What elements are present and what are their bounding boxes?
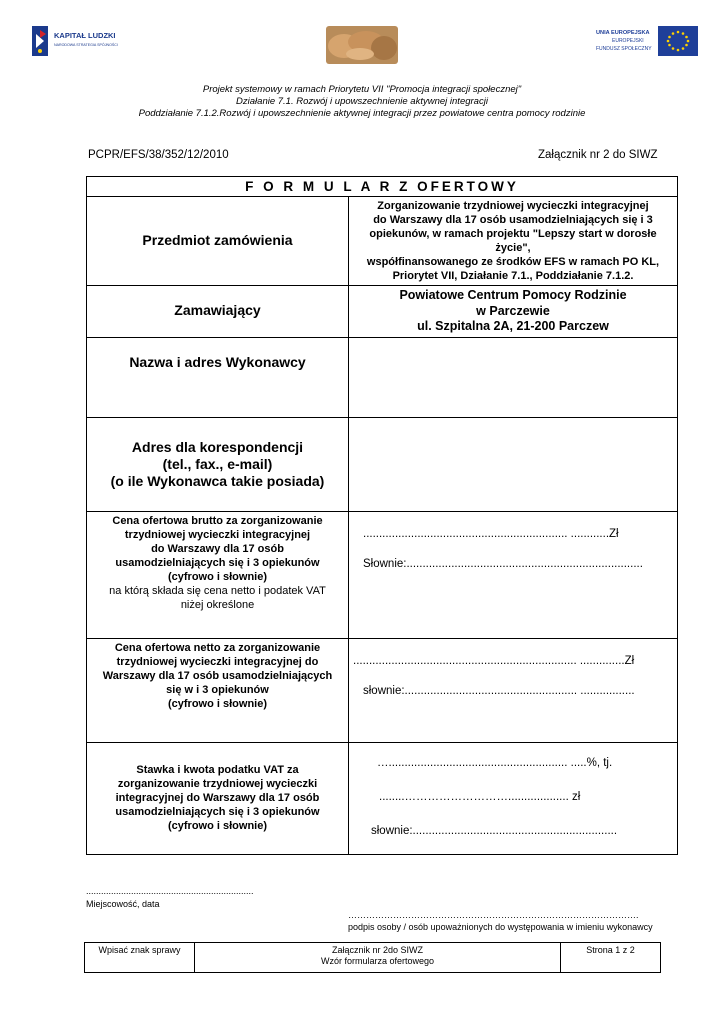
svg-text:UNIA EUROPEJSKA: UNIA EUROPEJSKA [596, 30, 650, 36]
project-line: Projekt systemowy w ramach Priorytetu VII "Promocja integracji społecznej" [202, 84, 522, 95]
gross-note-line: niżej określone [180, 598, 255, 611]
vat-label-line: (cyfrowo i słownie) [167, 820, 267, 832]
gross-label-line: do Warszawy dla 17 osób [151, 542, 284, 555]
subject-value [349, 197, 678, 286]
net-price-cell [349, 638, 678, 742]
vat-cell [349, 742, 678, 854]
subject-line: współfinansowanego ze środków EFS w ramach PO KL, [366, 256, 660, 268]
gross-price-label-cell [87, 511, 349, 638]
kapital-ludzki-logo [30, 24, 130, 58]
gross-label-line: (cyfrowo i słownie) [167, 570, 267, 583]
place-date-caption: Miejscowość, data [86, 899, 160, 909]
vat-label-line: zorganizowanie trzydniowej wycieczki [117, 778, 318, 790]
orderer-line: ul. Szpitalna 2A, 21-200 Parczew [417, 319, 609, 333]
subject-label: Przedmiot zamówienia [142, 232, 293, 248]
gross-words-field[interactable]: Słownie:.......................................................................... [363, 557, 643, 570]
gross-label-line: trzydniowej wycieczki integracyjnej [124, 528, 311, 541]
gross-amount-field[interactable]: ................................................................ ............Zł [363, 527, 619, 540]
case-reference: PCPR/EFS/38/352/12/2010 [88, 149, 229, 161]
hands-photo [326, 26, 398, 64]
correspondence-line: Adres dla korespondencji [131, 438, 304, 455]
footer-page-number: Strona 1 z 2 [561, 943, 661, 973]
vat-amount-field[interactable]: ........………………………................... zł [379, 790, 581, 803]
place-date-line[interactable]: ................................................................... [86, 886, 254, 896]
net-words-field[interactable]: słownie:...................................................... ................. [363, 684, 635, 697]
subject-line: Zorganizowanie trzydniowej wycieczki integracyjnej [377, 200, 649, 212]
correspondence-line: (tel., fax., e-mail) [162, 455, 273, 472]
contractor-label: Nazwa i adres Wykonawcy [129, 353, 306, 370]
svg-text:KAPITAŁ LUDZKI: KAPITAŁ LUDZKI [54, 31, 116, 40]
subject-line: opiekunów, w ramach projektu "Lepszy start w dorosłe życie", [369, 228, 657, 254]
svg-text:EUROPEJSKI: EUROPEJSKI [612, 38, 644, 44]
correspondence-line: (o ile Wykonawca takie posiada) [110, 472, 325, 489]
net-label-line: się w i 3 opiekunów [166, 683, 269, 696]
net-amount-field[interactable]: ...................................................................... ..............Zł [353, 654, 635, 667]
vat-label-line: usamodzielniających się i 3 opiekunów [115, 806, 320, 818]
signature-caption: podpis osoby / osób upoważnionych do występowania w imieniu wykonawcy [348, 922, 653, 932]
net-label-line: Warszawy dla 17 osób usamodzielniających [102, 669, 333, 682]
orderer-label: Zamawiający [174, 302, 261, 319]
vat-label-cell [87, 742, 349, 854]
correspondence-label-cell [87, 417, 349, 511]
contractor-label-cell [87, 337, 349, 417]
net-price-label-cell [87, 638, 349, 742]
footer-attachment-line: Wzór formularza ofertowego [320, 956, 435, 966]
orderer-label-cell [87, 286, 349, 338]
contractor-input-field[interactable] [349, 337, 678, 417]
correspondence-input-field[interactable] [349, 417, 678, 511]
footer-attachment [195, 943, 561, 973]
net-label-line: Cena ofertowa netto za zorganizowanie [114, 641, 321, 654]
signature-line[interactable]: ……………………………………………………………………………………. [348, 910, 639, 920]
footer-case-sign: Wpisać znak sprawy [85, 943, 195, 973]
project-description [0, 84, 724, 120]
gross-label-line: Cena ofertowa brutto za zorganizowanie [112, 514, 323, 527]
net-label-line: (cyfrowo i słownie) [167, 697, 267, 710]
gross-note-line: na którą składa się cena netto i podatek VAT [109, 584, 326, 597]
orderer-value [349, 286, 678, 338]
form-title: F O R M U L A R Z OFERTOWY [87, 177, 678, 197]
svg-text:FUNDUSZ SPOŁECZNY: FUNDUSZ SPOŁECZNY [596, 46, 652, 52]
vat-words-field[interactable]: słownie:................................................................ [371, 824, 618, 837]
offer-form-table [86, 176, 678, 855]
vat-label-line: integracyjnej do Warszawy dla 17 osób [115, 792, 320, 804]
vat-rate-field[interactable]: …........................................................ .....%, tj. [377, 756, 613, 769]
project-line: Poddziałanie 7.1.2.Rozwój i upowszechnienie aktywnej integracji przez powiatowe centra pomocy rodzinie [138, 108, 586, 119]
gross-price-cell [349, 511, 678, 638]
net-label-line: trzydniowej wycieczki integracyjnej do [116, 655, 319, 668]
svg-text:NARODOWA STRATEGIA SPÓJNOŚCI: NARODOWA STRATEGIA SPÓJNOŚCI [54, 43, 118, 47]
attachment-label: Załącznik nr 2 do SIWZ [538, 149, 658, 161]
orderer-line: Powiatowe Centrum Pomocy Rodzinie [399, 288, 627, 302]
vat-label-line: Stawka i kwota podatku VAT za [136, 764, 299, 776]
subject-line: do Warszawy dla 17 osób usamodzielniających się i 3 [373, 214, 653, 226]
footer-attachment-line: Załącznik nr 2do SIWZ [331, 945, 424, 955]
project-line: Działanie 7.1. Rozwój i upowszechnienie aktywnej integracji [236, 96, 488, 107]
gross-label-line: usamodzielniających się i 3 opiekunów [115, 556, 320, 569]
subject-line: Priorytet VII, Działanie 7.1., Poddziałanie 7.1.2. [392, 270, 634, 282]
orderer-line: w Parczewie [476, 303, 550, 318]
page-footer [84, 942, 661, 973]
subject-label-cell [87, 197, 349, 286]
eu-logo [588, 24, 700, 60]
